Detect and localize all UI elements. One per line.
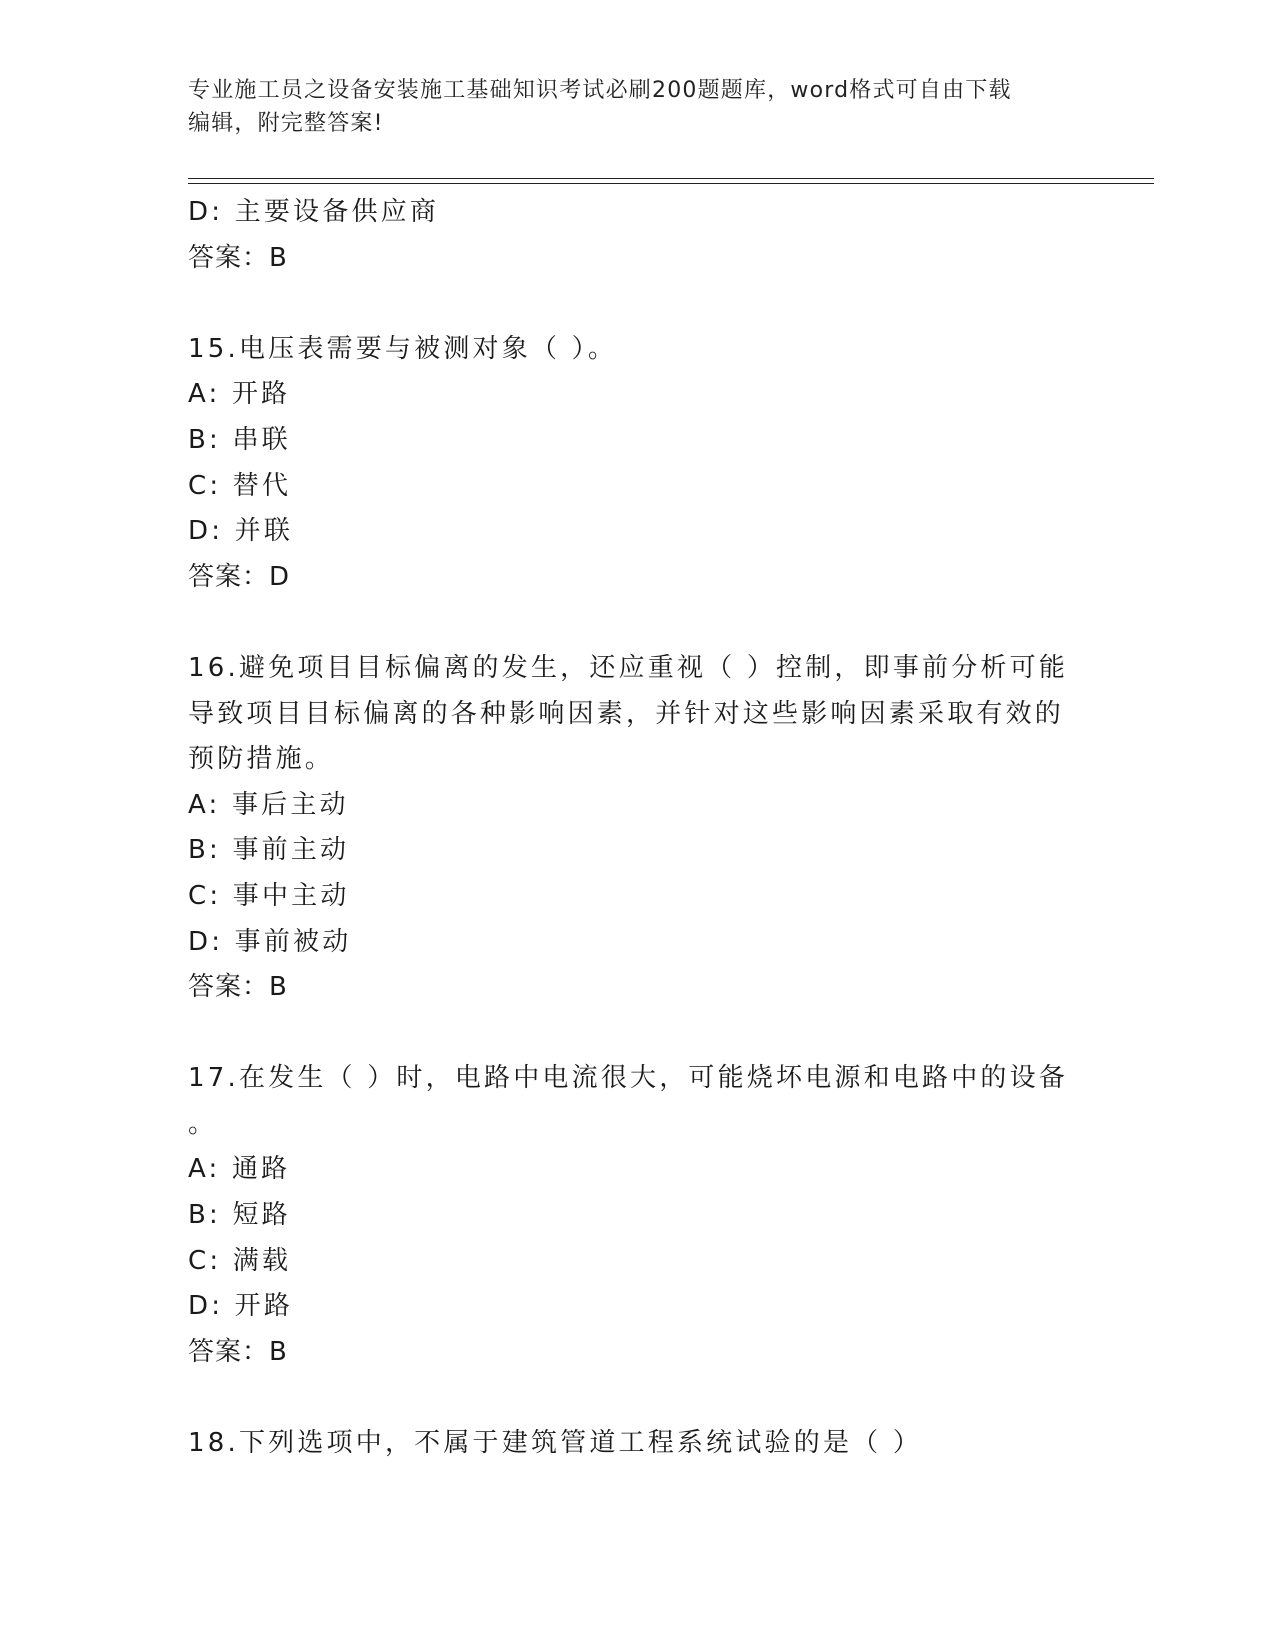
option-d: D: 并联 [188,516,294,547]
header-title-line-1: 专业施工员之设备安装施工基础知识考试必刷200题题库，word格式可自由下载 [188,78,1012,103]
answer-line: 答案：D [188,561,291,592]
option-c: C: 事中主动 [188,880,350,911]
option-b: B: 短路 [188,1200,291,1231]
header-title-line-2: 编辑，附完整答案! [188,111,384,136]
spacer [188,1011,1068,1057]
question-stem-line-2: 。 [188,1108,218,1139]
option-c: C: 满载 [188,1245,292,1276]
option-d: D: 事前被动 [188,926,352,957]
question-18 [188,1421,1068,1467]
option-b: B: 事前主动 [188,835,350,866]
spacer [188,600,1068,646]
question-stem-line-1: 17.在发生（ ）时，电路中电流很大，可能烧坏电源和电路中的设备 [188,1063,1069,1094]
answer-line: 答案：B [188,972,288,1003]
header-divider-top [188,178,1154,179]
question-15 [188,327,1068,601]
option-d: D: 主要设备供应商 [188,197,440,227]
option-b: B: 串联 [188,424,291,455]
option-a: A: 事后主动 [188,789,349,820]
question-stem-line-1: 16.避免项目目标偏离的发生，还应重视（ ）控制，即事前分析可能 [188,652,1069,683]
header-divider-bottom [188,183,1154,184]
question-stem-line-2: 导致项目目标偏离的各种影响因素，并针对这些影响因素采取有效的 [188,698,1065,729]
answer-line: 答案：B [188,242,288,273]
spacer [188,1375,1068,1421]
option-d: D: 开路 [188,1291,294,1322]
question-stem-line-3: 预防措施。 [188,744,335,775]
document-body [188,190,1068,1467]
question-17 [188,1056,1068,1375]
question-stem: 18.下列选项中，不属于建筑管道工程系统试验的是（ ） [188,1428,923,1459]
document-header [188,74,1068,140]
question-16 [188,646,1068,1011]
option-a: A: 通路 [188,1154,291,1185]
spacer [188,281,1068,327]
previous-question-tail [188,190,1068,281]
option-a: A: 开路 [188,379,291,410]
option-c: C: 替代 [188,470,292,501]
answer-line: 答案：B [188,1336,288,1367]
question-stem: 15.电压表需要与被测对象（ ）。 [188,333,618,364]
